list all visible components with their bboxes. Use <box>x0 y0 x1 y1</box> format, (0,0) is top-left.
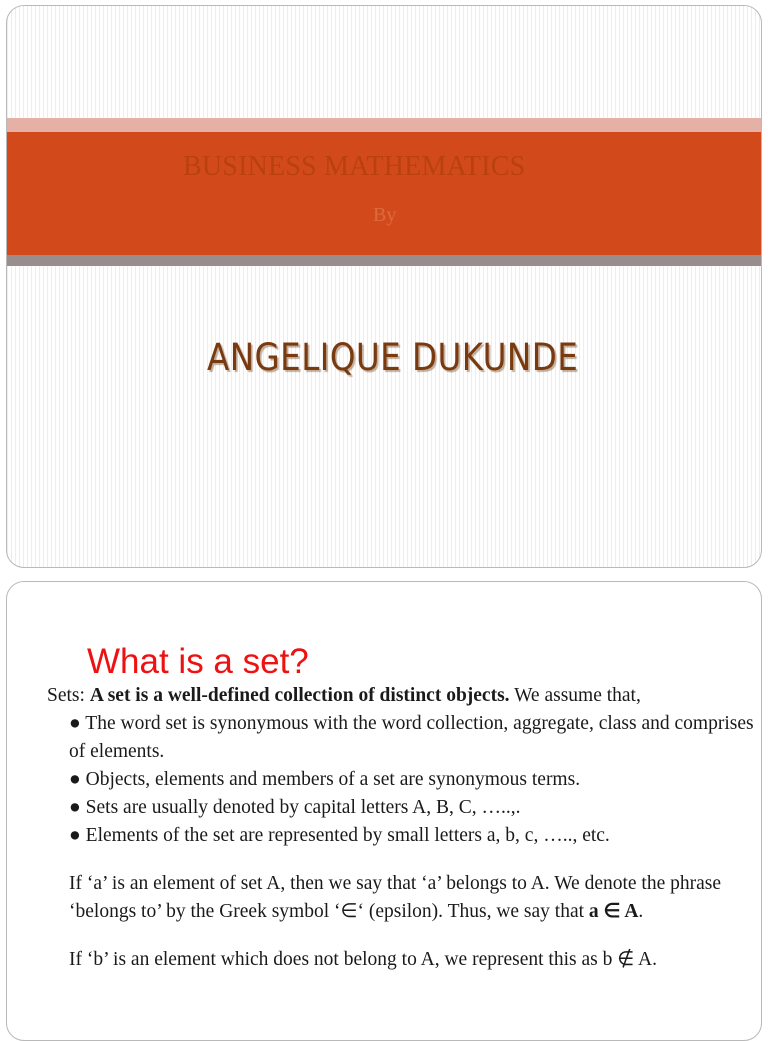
membership-paragraph <box>47 870 762 926</box>
sets-slide <box>6 581 762 1041</box>
bullet-item: ● Objects, elements and members of a set are synonymous terms. <box>69 769 581 790</box>
intro-label: Sets: <box>47 685 90 706</box>
membership-end: . <box>638 901 644 922</box>
presentation-title: BUSINESS MATHEMATICS <box>183 151 526 182</box>
bullet-item: ● The word set is synonymous with the word collection, aggregate, class and comprises of elements. <box>69 713 754 762</box>
by-label: By <box>373 204 397 226</box>
slide-body <box>47 682 762 974</box>
membership-notation: a ∈ A <box>588 901 639 922</box>
author-name: ANGELIQUE DUKUNDE <box>207 336 579 379</box>
set-definition: A set is a well-defined collection of distinct objects. <box>89 685 510 706</box>
bullet-item: ● Sets are usually denoted by capital letters A, B, C, …..,. <box>69 797 521 818</box>
paragraph-gap <box>47 926 762 946</box>
title-slide <box>6 5 762 568</box>
intro-paragraph <box>47 682 762 710</box>
accent-band-bottom <box>7 255 761 266</box>
paragraph-gap <box>47 850 762 870</box>
accent-band-top <box>7 118 761 132</box>
bullet-item: ● Elements of the set are represented by small letters a, b, c, ….., etc. <box>69 825 610 846</box>
membership-text: If ‘a’ is an element of set A, then we say that ‘a’ belongs to A. We denote the phrase ‘belongs to’ by the Greek symbol ‘∈‘ (epsilon). Thus, we say that <box>69 873 722 922</box>
intro-rest: We assume that, <box>509 685 641 706</box>
slide-heading: What is a set? <box>87 642 309 681</box>
non-membership-paragraph: If ‘b’ is an element which does not belong to A, we represent this as b ∉ A. <box>69 949 657 970</box>
